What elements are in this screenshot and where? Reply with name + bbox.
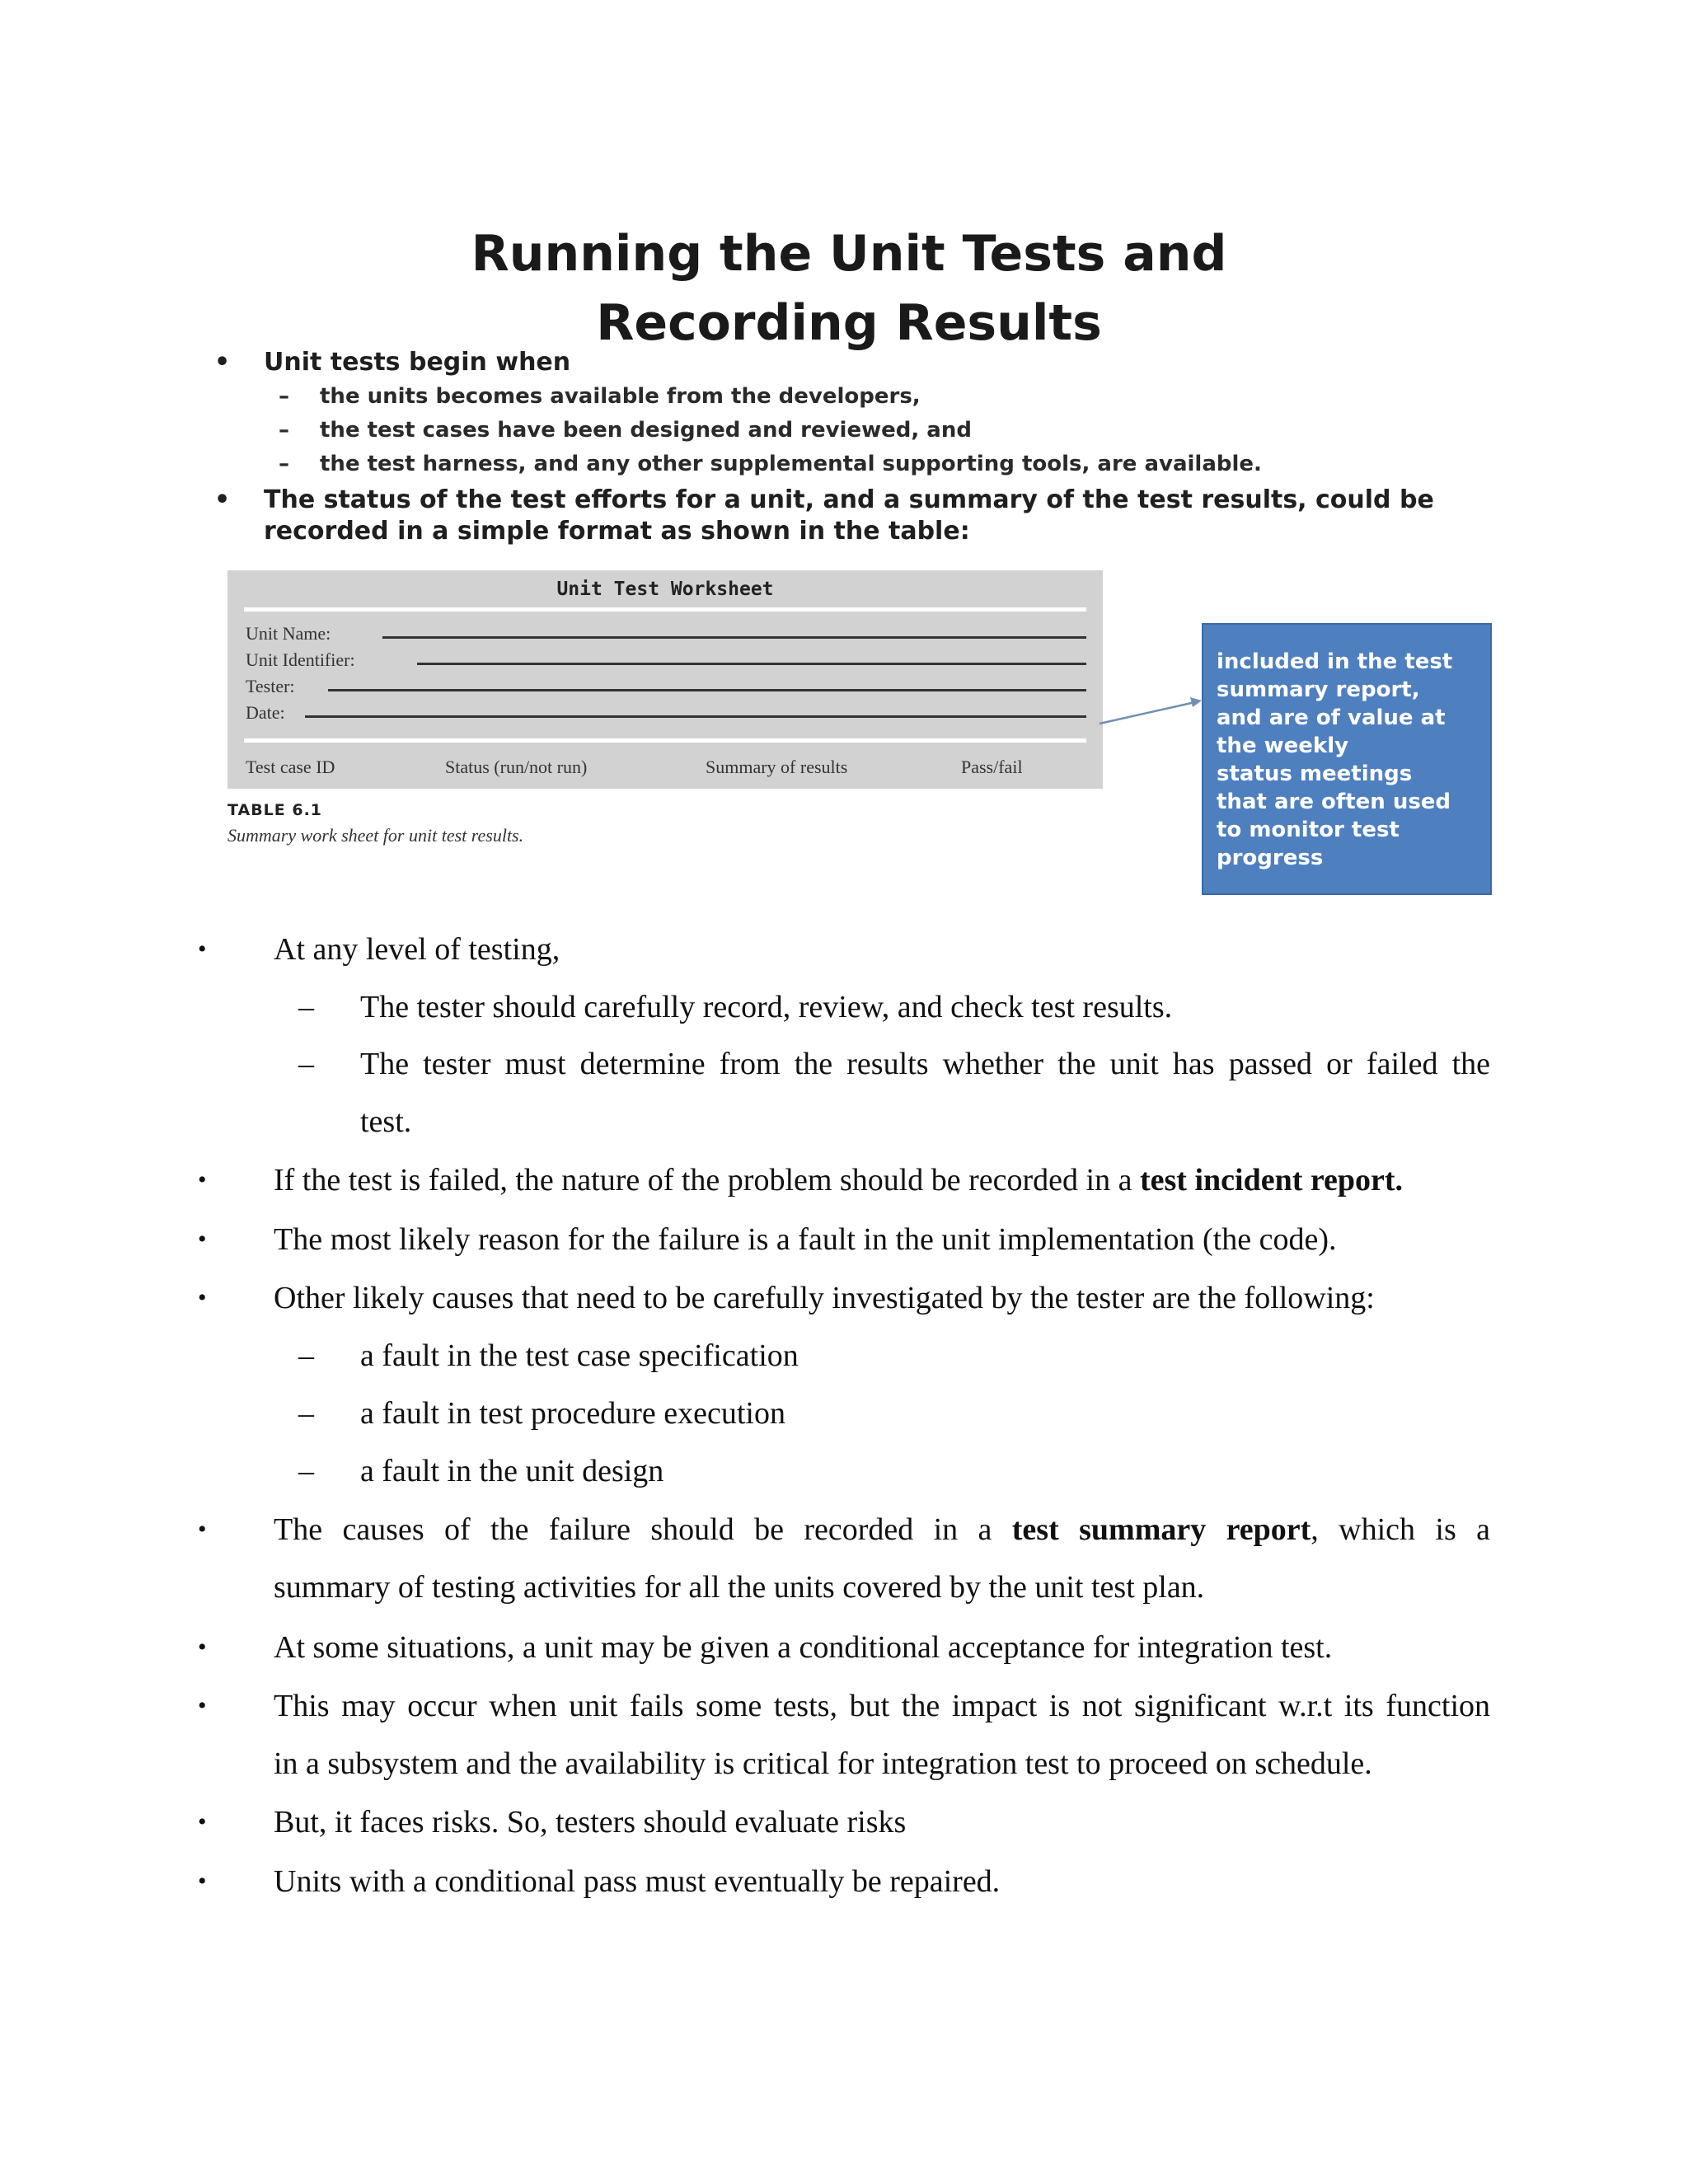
callout-box: [1202, 623, 1492, 895]
callout-line: that are often used: [1217, 790, 1451, 814]
list-item-line: summary of testing activities for all the units covered by the unit test plan.: [274, 1570, 1205, 1605]
slide-image: [198, 214, 1500, 890]
bullet-icon: •: [198, 1692, 207, 1719]
field-label: Unit Name:: [246, 623, 331, 644]
dash-icon: –: [298, 1338, 314, 1373]
slide-dash-icon: –: [279, 452, 289, 476]
text-run: If the test is failed, the nature of the problem should be recorded in a: [274, 1163, 1140, 1197]
field-label: Date:: [246, 702, 285, 723]
bold-term-test-summary-report: test summary report: [1011, 1512, 1311, 1547]
sub-list-item-text: a fault in test procedure execution: [360, 1396, 785, 1431]
sub-list-item-line: test.: [360, 1104, 412, 1139]
list-item-text: At some situations, a unit may be given a conditional acceptance for integration test.: [274, 1630, 1333, 1665]
slide-title-line-1: Running the Unit Tests and: [471, 225, 1227, 283]
slide-sub-item: the test harness, and any other supplemental supporting tools, are available.: [320, 452, 1262, 476]
bullet-icon: •: [198, 1808, 207, 1835]
callout-line: to monitor test: [1217, 818, 1400, 842]
sub-list-item-text: The tester should carefully record, review, and check test results.: [360, 990, 1173, 1024]
column-header: Pass/fail: [961, 757, 1023, 777]
sub-list-item-line: The tester must determine from the results whether the unit has passed or failed the: [360, 1047, 1490, 1081]
slide-dash-icon: –: [279, 418, 289, 443]
table-description: Summary work sheet for unit test results.: [227, 825, 524, 846]
text-run: , which is a: [1311, 1512, 1490, 1547]
slide-bullet-status-line-1: The status of the test efforts for a unit, and a summary of the test results, could be: [264, 485, 1434, 514]
callout-line: progress: [1217, 846, 1324, 870]
dash-icon: –: [298, 990, 314, 1024]
slide-dash-icon: –: [279, 384, 289, 409]
list-item-text: But, it faces risks. So, testers should evaluate risks: [274, 1805, 907, 1840]
bullet-icon: •: [198, 1284, 207, 1311]
column-header: Test case ID: [246, 757, 335, 777]
slide-bullet-status-line-2: recorded in a simple format as shown in the table:: [264, 517, 970, 546]
field-label: Tester:: [246, 676, 295, 696]
slide-bullet-icon: •: [214, 348, 231, 377]
table-number: TABLE 6.1: [227, 801, 323, 819]
text-run: The causes of the failure should be recorded in a: [274, 1512, 1012, 1547]
field-label: Unit Identifier:: [246, 649, 355, 670]
list-item-text: [274, 1151, 1490, 1209]
worksheet-title: Unit Test Worksheet: [556, 579, 774, 600]
slide-bullet-unit-tests-begin: Unit tests begin when: [264, 348, 571, 377]
slide-sub-item: the test cases have been designed and reviewed, and: [320, 418, 972, 443]
list-item-text: Other likely causes that need to be carefully investigated by the tester are the following:: [274, 1281, 1375, 1315]
list-item-line: in a subsystem and the availability is critical for integration test to proceed on schedule.: [274, 1746, 1372, 1781]
callout-line: status meetings: [1217, 762, 1413, 786]
dash-icon: –: [298, 1396, 314, 1431]
column-header: Status (run/not run): [445, 757, 588, 777]
list-item-text: At any level of testing,: [274, 932, 560, 967]
callout-line: summary report,: [1217, 677, 1420, 702]
list-item-line: This may occur when unit fails some tests, but the impact is not significant w.r.t its function: [274, 1689, 1490, 1723]
list-item-text: Units with a conditional pass must eventually be repaired.: [274, 1864, 1001, 1899]
bullet-icon: •: [198, 1868, 207, 1895]
slide-title-line-2: Recording Results: [596, 294, 1102, 352]
bullet-icon: •: [198, 1166, 207, 1193]
dash-icon: –: [298, 1047, 314, 1081]
sub-list-item-text: a fault in the test case specification: [360, 1338, 799, 1373]
list-item-text: [274, 1501, 1490, 1616]
bullet-icon: •: [198, 1226, 207, 1253]
sub-list-item-text: [360, 1035, 1490, 1151]
slide-bullet-icon: •: [214, 485, 231, 514]
sub-list-item-text: a fault in the unit design: [360, 1454, 664, 1488]
callout-line: and are of value at: [1217, 705, 1446, 730]
list-item-text: The most likely reason for the failure is a fault in the unit implementation (the code).: [274, 1222, 1337, 1257]
bullet-icon: •: [198, 935, 207, 963]
bullet-icon: •: [198, 1516, 207, 1543]
slide-sub-item: the units becomes available from the developers,: [320, 384, 921, 409]
callout-line: included in the test: [1217, 649, 1453, 674]
callout-line: the weekly: [1217, 733, 1349, 758]
bullet-icon: •: [198, 1633, 207, 1661]
dash-icon: –: [298, 1454, 314, 1488]
list-item-line: [274, 1501, 1490, 1558]
bold-term-test-incident-report: test incident report.: [1139, 1163, 1404, 1197]
list-item-text: [274, 1677, 1490, 1793]
column-header: Summary of results: [706, 757, 848, 777]
